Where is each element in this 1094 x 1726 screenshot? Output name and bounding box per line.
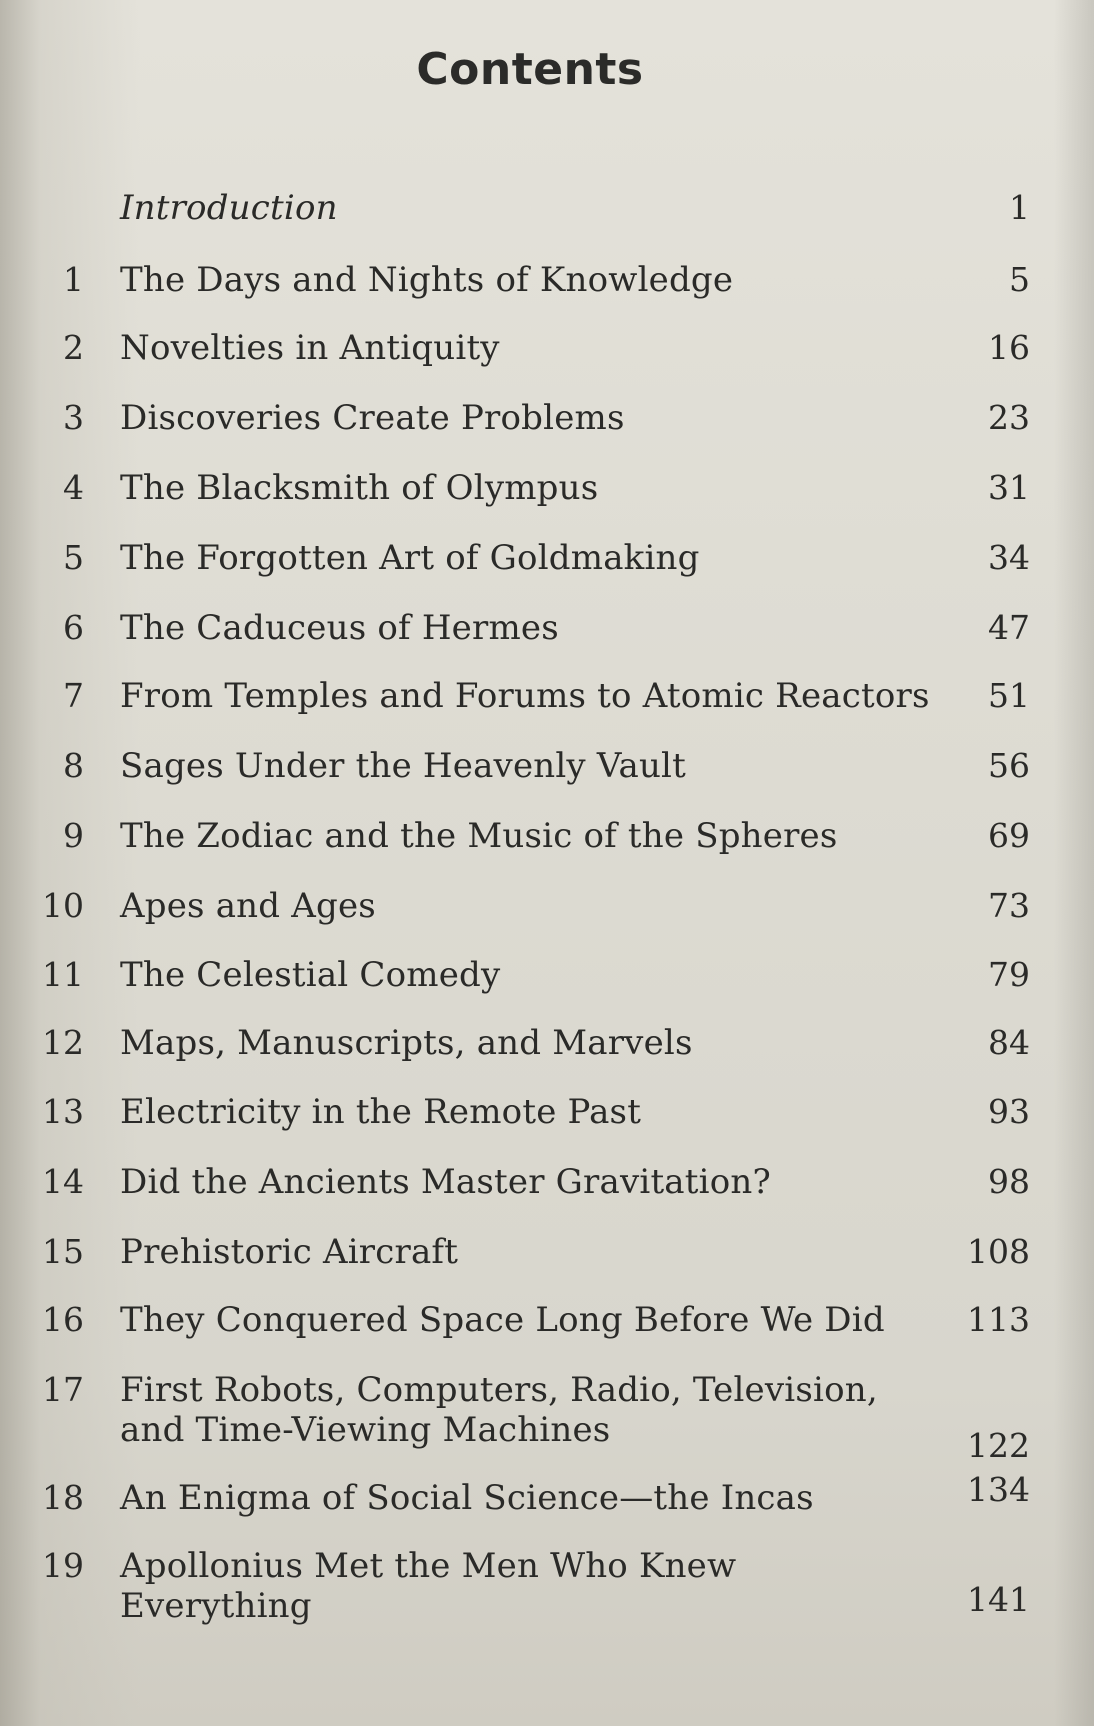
chapter-title: Did the Ancients Master Gravitation? [120, 1162, 771, 1202]
chapter-number: 14 [42, 1162, 84, 1201]
chapter-title: Apes and Ages [120, 886, 376, 926]
chapter-title: Novelties in Antiquity [120, 328, 500, 368]
chapter-title: The Forgotten Art of Goldmaking [120, 538, 700, 578]
page-number: 1 [1009, 188, 1030, 227]
page-number: 79 [988, 955, 1030, 994]
chapter-number: 5 [63, 538, 84, 577]
page-number: 108 [967, 1232, 1030, 1271]
page-number: 141 [967, 1580, 1030, 1619]
chapter-title: Introduction [120, 188, 338, 228]
chapter-number: 15 [42, 1232, 84, 1271]
chapter-number: 8 [63, 746, 84, 785]
chapter-title: The Celestial Comedy [120, 955, 501, 995]
contents-heading: Contents [416, 44, 644, 95]
page-number: 23 [988, 398, 1030, 437]
page-number: 93 [988, 1092, 1030, 1131]
chapter-number: 18 [42, 1478, 84, 1517]
page-number: 84 [988, 1023, 1030, 1062]
chapter-number: 16 [42, 1300, 84, 1339]
chapter-number: 13 [42, 1092, 84, 1131]
chapter-number: 19 [42, 1546, 84, 1585]
chapter-title: An Enigma of Social Science—the Incas [120, 1478, 814, 1518]
chapter-title: Maps, Manuscripts, and Marvels [120, 1023, 693, 1063]
page-number: 51 [988, 676, 1030, 715]
chapter-title: Prehistoric Aircraft [120, 1232, 459, 1272]
chapter-title: Electricity in the Remote Past [120, 1092, 642, 1132]
chapter-number: 2 [63, 328, 84, 367]
page-number: 122 [967, 1426, 1030, 1465]
page-number: 47 [988, 608, 1030, 647]
chapter-number: 7 [63, 676, 84, 715]
chapter-number: 11 [42, 955, 84, 994]
chapter-number: 17 [42, 1370, 84, 1409]
page-number: 134 [967, 1470, 1030, 1509]
chapter-number: 1 [63, 260, 84, 299]
page-number: 113 [967, 1300, 1030, 1339]
chapter-title: From Temples and Forums to Atomic Reactors [120, 676, 930, 716]
chapter-number: 6 [63, 608, 84, 647]
chapter-number: 10 [42, 886, 84, 925]
page-number: 34 [988, 538, 1030, 577]
chapter-title: First Robots, Computers, Radio, Television, and Time-Viewing Machines [120, 1370, 878, 1450]
chapter-number: 9 [63, 816, 84, 855]
chapter-title: Sages Under the Heavenly Vault [120, 746, 686, 786]
chapter-title: Apollonius Met the Men Who Knew Everything [120, 1546, 737, 1626]
page-number: 56 [988, 746, 1030, 785]
page-number: 31 [988, 468, 1030, 507]
chapter-title: The Days and Nights of Knowledge [120, 260, 734, 300]
page-number: 69 [988, 816, 1030, 855]
chapter-title: The Blacksmith of Olympus [120, 468, 599, 508]
chapter-number: 4 [63, 468, 84, 507]
chapter-title: Discoveries Create Problems [120, 398, 625, 438]
chapter-title: They Conquered Space Long Before We Did [120, 1300, 885, 1340]
chapter-number: 12 [42, 1023, 84, 1062]
chapter-title: The Caduceus of Hermes [120, 608, 559, 648]
page-number: 16 [988, 328, 1030, 367]
page-number: 73 [988, 886, 1030, 925]
page-number: 98 [988, 1162, 1030, 1201]
chapter-number: 3 [63, 398, 84, 437]
chapter-title: The Zodiac and the Music of the Spheres [120, 816, 838, 856]
page-number: 5 [1009, 260, 1030, 299]
